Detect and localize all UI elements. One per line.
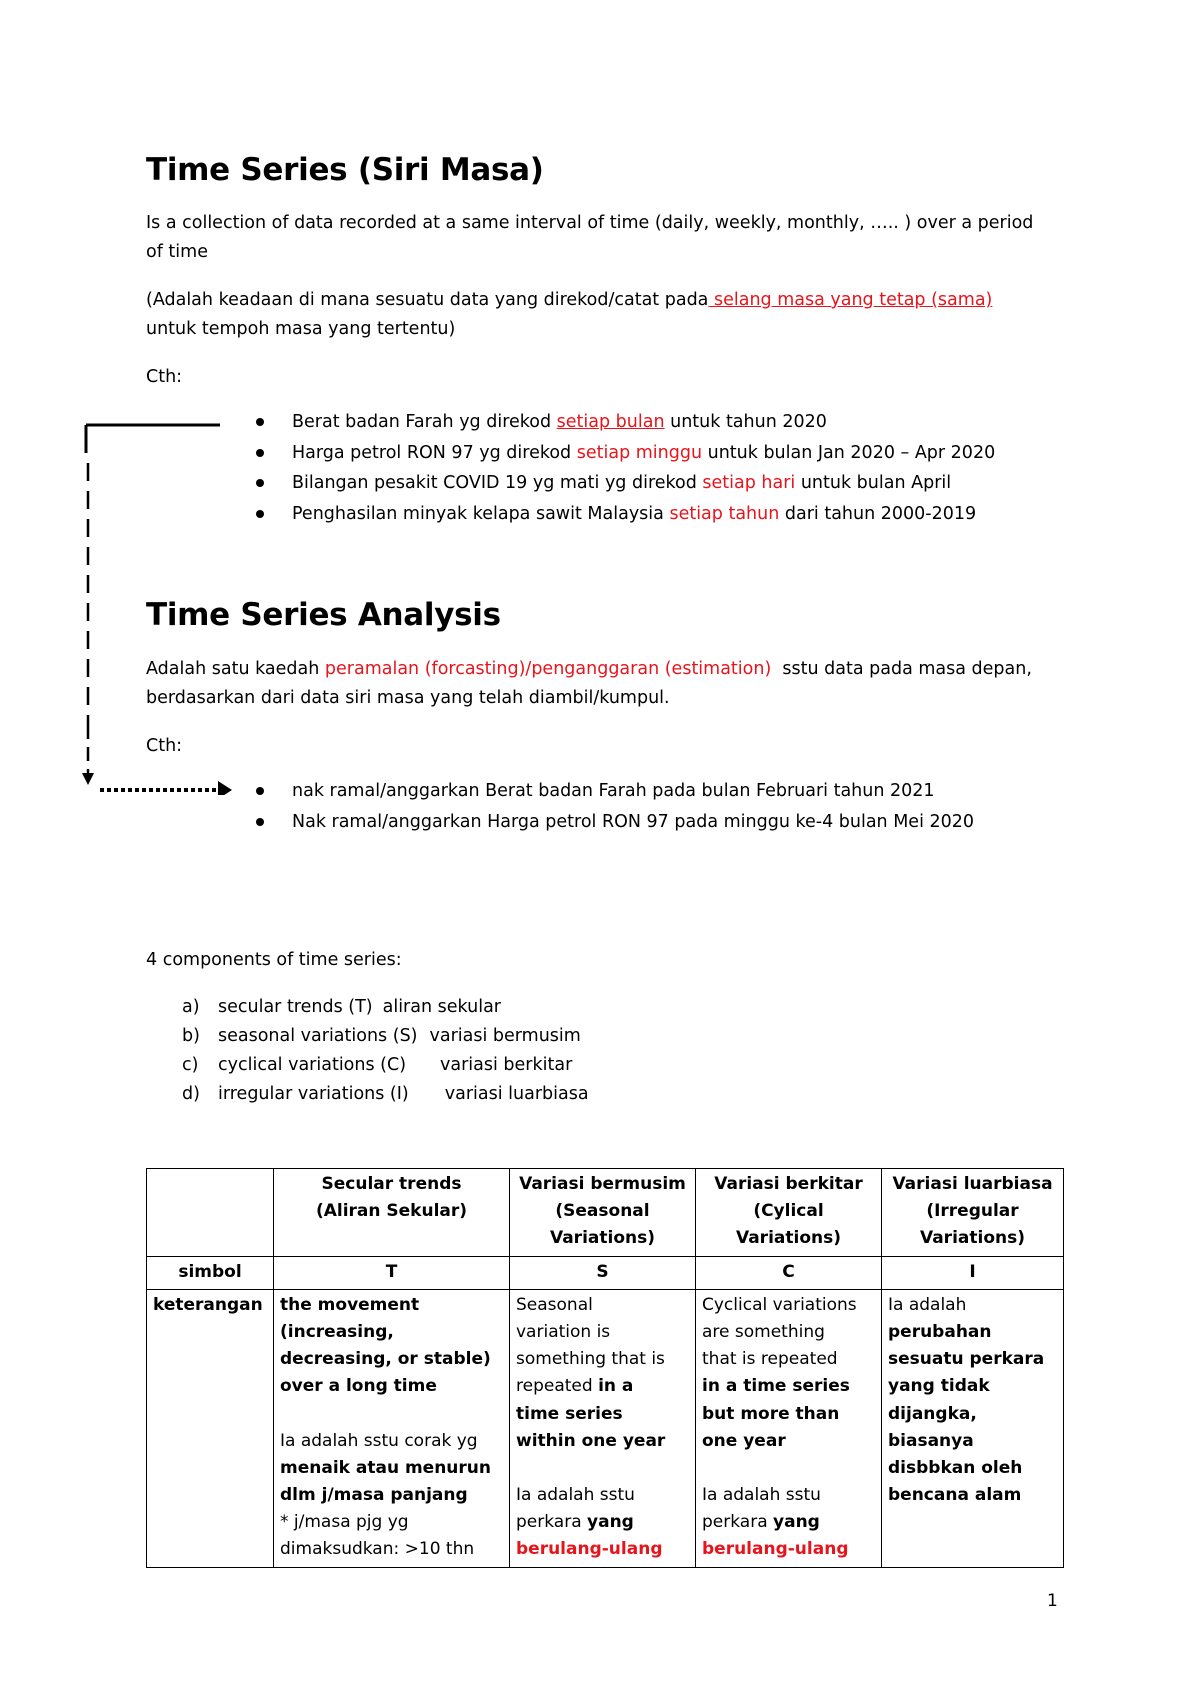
symbol-t: T <box>274 1256 510 1289</box>
bullet-icon <box>256 787 264 795</box>
components-heading: 4 components of time series: <box>146 950 402 970</box>
section-title-time-series: Time Series (Siri Masa) <box>146 152 544 188</box>
row-label-keterangan: keterangan <box>147 1289 274 1567</box>
bullet-icon <box>256 510 264 518</box>
cth-label-2: Cth: <box>146 736 183 756</box>
bullet-icon <box>256 418 264 426</box>
symbol-s: S <box>510 1256 696 1289</box>
time-series-examples <box>292 407 995 529</box>
list-item: Berat badan Farah yg direkod setiap bulan untuk tahun 2020 <box>292 407 995 438</box>
list-item: Bilangan pesakit COVID 19 yg mati yg direkod setiap hari untuk bulan April <box>292 468 995 499</box>
symbol-c: C <box>696 1256 882 1289</box>
row-label-simbol: simbol <box>147 1256 274 1289</box>
header-cyclical: Variasi berkitar (Cylical Variations) <box>696 1169 882 1257</box>
desc-seasonal: Seasonal variation is something that is repeated in a time series within one year Ia adalah sstu perkara yang berulang-ulang <box>510 1289 696 1567</box>
desc-cyclical: Cyclical variations are something that is repeated in a time series but more than one year Ia adalah sstu perkara yang berulang-ulang <box>696 1289 882 1567</box>
analysis-line-1: Adalah satu kaedah peramalan (forcasting)/penganggaran (estimation) sstu data pada masa depan, <box>146 659 1032 679</box>
table-corner-cell <box>147 1169 274 1257</box>
page-number: 1 <box>1047 1591 1058 1611</box>
table-header-row <box>147 1169 1064 1257</box>
desc-secular: the movement (increasing, decreasing, or stable) over a long time Ia adalah sstu corak yg menaik atau menurun dlm j/masa panjang * j/masa pjg yg dimaksudkan: >10 thn <box>274 1289 510 1567</box>
cth-label-1: Cth: <box>146 367 183 387</box>
malay-definition-line-2: untuk tempoh masa yang tertentu) <box>146 319 456 339</box>
definition-line-1: Is a collection of data recorded at a same interval of time (daily, weekly, monthly, ….. ) over a period <box>146 213 1034 233</box>
malay-definition-highlight: selang masa yang tetap (sama) <box>708 290 993 310</box>
list-item: b) seasonal variations (S) variasi bermusim <box>182 1026 581 1046</box>
bullet-icon <box>256 479 264 487</box>
header-seasonal: Variasi bermusim (Seasonal Variations) <box>510 1169 696 1257</box>
bullet-icon <box>256 449 264 457</box>
analysis-highlight: peramalan (forcasting)/penganggaran (estimation) <box>324 659 772 679</box>
list-item: Penghasilan minyak kelapa sawit Malaysia setiap tahun dari tahun 2000-2019 <box>292 499 995 530</box>
analysis-examples <box>292 776 974 837</box>
list-item: Harga petrol RON 97 yg direkod setiap minggu untuk bulan Jan 2020 – Apr 2020 <box>292 438 995 469</box>
list-item: Nak ramal/anggarkan Harga petrol RON 97 pada minggu ke-4 bulan Mei 2020 <box>292 807 974 838</box>
analysis-line-2: berdasarkan dari data siri masa yang telah diambil/kumpul. <box>146 688 670 708</box>
header-secular-trends: Secular trends (Aliran Sekular) <box>274 1169 510 1257</box>
desc-irregular: Ia adalah perubahan sesuatu perkara yang tidak dijangka, biasanya disbbkan oleh bencana alam <box>882 1289 1064 1567</box>
components-table <box>146 1168 1064 1568</box>
malay-definition-text: (Adalah keadaan di mana sesuatu data yang direkod/catat pada <box>146 290 709 310</box>
components-list <box>182 993 589 1109</box>
section-title-time-series-analysis: Time Series Analysis <box>146 597 501 633</box>
header-irregular: Variasi luarbiasa (Irregular Variations) <box>882 1169 1064 1257</box>
table-row <box>147 1256 1064 1289</box>
list-item: c) cyclical variations (C) variasi berkitar <box>182 1055 573 1075</box>
table-row <box>147 1289 1064 1567</box>
list-item: a) secular trends (T) aliran sekular <box>182 997 501 1017</box>
list-item: nak ramal/anggarkan Berat badan Farah pada bulan Februari tahun 2021 <box>292 776 974 807</box>
list-item: d) irregular variations (I) variasi luarbiasa <box>182 1084 589 1104</box>
bullet-icon <box>256 818 264 826</box>
definition-line-2: of time <box>146 242 208 262</box>
symbol-i: I <box>882 1256 1064 1289</box>
malay-definition-line-1 <box>146 286 992 315</box>
